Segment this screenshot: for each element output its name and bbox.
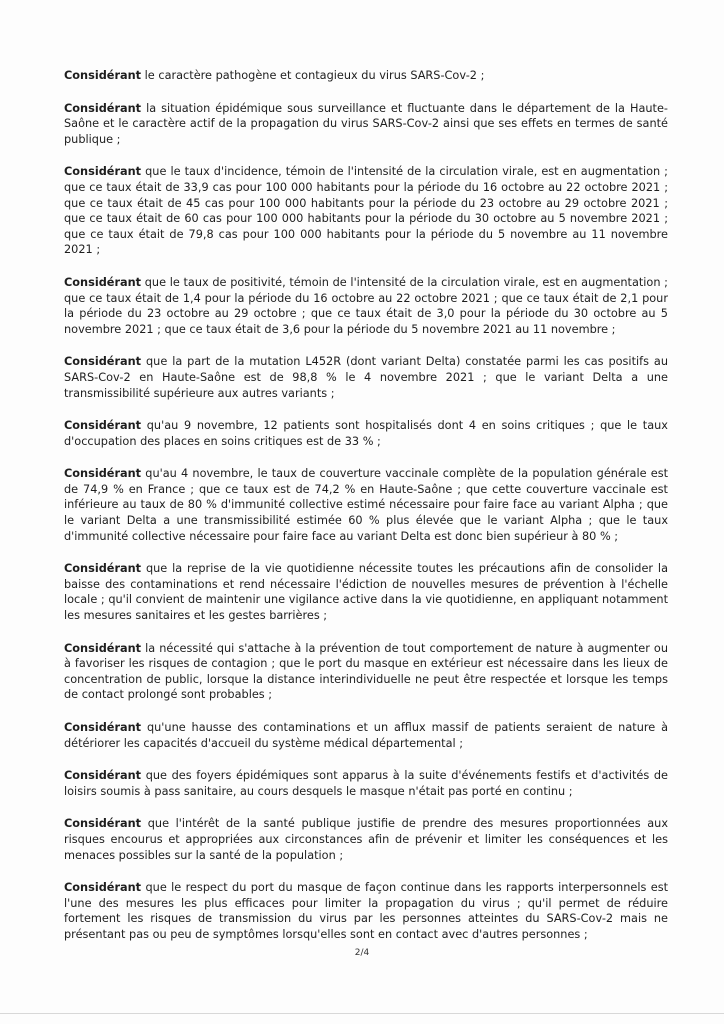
considerant-paragraph	[64, 275, 668, 337]
considerant-paragraph	[64, 768, 668, 799]
paragraph-text: la situation épidémique sous surveillance et fluctuante dans le département de la Haute-Saône et le caractère actif de la propagation du virus SARS-Cov-2 ainsi que ses effets en termes de santé publique ;	[64, 101, 669, 146]
scan-edge-divider	[0, 1013, 724, 1014]
document-body	[64, 68, 668, 960]
considerant-keyword: Considérant	[64, 721, 142, 734]
considerant-paragraph	[64, 641, 668, 703]
paragraph-text: que la reprise de la vie quotidienne nécessite toutes les précautions afin de consolider la baisse des contaminations et rend nécessaire l'édiction de nouvelles mesures de prévention à l'échelle locale ; qu'il convient de maintenir une vigilance active dans la vie quotidienne, en appliquant notamment les mesures sanitaires et les gestes barrières ;	[64, 562, 668, 623]
considerant-keyword: Considérant	[64, 275, 142, 289]
considerant-keyword: Considérant	[64, 101, 142, 115]
considerant-paragraph	[64, 720, 668, 751]
considerant-keyword: Considérant	[64, 881, 142, 895]
paragraph-text: que des foyers épidémiques sont apparus à la suite d'événements festifs et d'activités de loisirs soumis à pass sanitaire, au cours desquels le masque n'était pas porté en continu ;	[64, 769, 668, 798]
paragraph-text: que le taux de positivité, témoin de l'intensité de la circulation virale, est en augmentation ; que ce taux était de 1,4 pour la période du 16 octobre au 22 octobre 2021 ; que ce taux était de 2,1 pour la période du 23 octobre au 29 octobre ; que ce taux était de 3,0 pour la période du 30 octobre au 5 novembre 2021 ; que ce taux était de 3,6 pour la période du 5 novembre 2021 au 11 novembre ;	[64, 275, 668, 336]
paragraph-text: qu'une hausse des contaminations et un afflux massif de patients seraient de nature à détériorer les capacités d'accueil du système médical départemental ;	[64, 721, 668, 750]
considerant-keyword: Considérant	[64, 817, 142, 831]
considerant-keyword: Considérant	[64, 562, 142, 576]
paragraph-text: le caractère pathogène et contagieux du virus SARS-Cov-2 ;	[144, 69, 485, 82]
paragraph-text: qu'au 9 novembre, 12 patients sont hospitalisés dont 4 en soins critiques ; que le taux d'occupation des places en soins critiques est de 33 % ;	[64, 419, 668, 448]
considerant-keyword: Considérant	[64, 165, 142, 179]
paragraph-text: que le taux d'incidence, témoin de l'intensité de la circulation virale, est en augmentation ; que ce taux était de 33,9 cas pour 100 000 habitants pour la période du 16 octobre au 22 octobre 2021 ; que ce taux était de 45 cas pour 100 000 habitants pour la période du 23 octobre au 29 octobre 2021 ; que ce taux était de 60 cas pour 100 000 habitants pour la période du 30 octobre au 5 novembre 2021 ; que ce taux était de 79,8 cas pour 100 000 habitants pour la période du 5 novembre au 11 novembre 2021 ;	[64, 165, 668, 257]
paragraph-text: que le respect du port du masque de façon continue dans les rapports interpersonnels est l'une des mesures les plus efficaces pour limiter la propagation du virus ; qu'il permet de réduire fortement les risques de transmission du virus par les personnes atteintes du SARS-Cov-2 mais ne présentant pas ou peu de symptômes lorsqu'elles sont en contact avec d'autres personnes ;	[64, 881, 669, 941]
considerant-paragraph	[64, 164, 668, 258]
considerant-paragraph	[64, 561, 668, 623]
considerant-keyword: Considérant	[64, 641, 142, 655]
considerant-keyword: Considérant	[64, 69, 142, 82]
considerant-paragraph	[64, 354, 668, 401]
paragraph-text: qu'au 4 novembre, le taux de couverture vaccinale complète de la population générale est de 74,9 % en France ; que ce taux est de 74,2 % en Haute-Saône ; que cette couverture vaccinale est inférieure au taux de 80 % d'immunité collective estimé nécessaire pour faire face au variant Alpha ; que le variant Delta a une transmissibilité estimée 60 % plus élevée que le variant Alpha ; que le taux d'immunité collective nécessaire pour faire face au variant Delta est donc bien supérieur à 80 % ;	[64, 467, 669, 543]
considerant-keyword: Considérant	[64, 769, 142, 783]
considerant-paragraph	[64, 816, 668, 863]
page-number: 2/4	[354, 948, 370, 958]
considerant-paragraph	[64, 880, 668, 942]
considerant-keyword: Considérant	[64, 467, 142, 481]
considerant-paragraph	[64, 68, 668, 84]
paragraph-text: que l'intérêt de la santé publique justifie de prendre des mesures proportionnées aux risques encourus et appropriées aux circonstances afin de prévenir et limiter les conséquences et les menaces possibles sur la santé de la population ;	[64, 817, 669, 862]
considerant-keyword: Considérant	[64, 419, 142, 433]
considerant-paragraph	[64, 101, 668, 148]
considerant-keyword: Considérant	[64, 355, 142, 369]
paragraph-text: que la part de la mutation L452R (dont variant Delta) constatée parmi les cas positifs au SARS-Cov-2 en Haute-Saône est de 98,8 % le 4 novembre 2021 ; que le variant Delta a une transmissibilité supérieure aux autres variants ;	[64, 355, 669, 400]
considerant-paragraph	[64, 466, 668, 544]
paragraph-text: la nécessité qui s'attache à la prévention de tout comportement de nature à augmenter ou à favoriser les risques de contagion ; que le port du masque en extérieur est nécessaire dans les lieux de concentration de public, lorsque la distance interindividuelle ne peut être respectée et lorsque les temps de contact prolongé sont probables ;	[64, 641, 668, 702]
considerant-paragraph	[64, 418, 668, 449]
